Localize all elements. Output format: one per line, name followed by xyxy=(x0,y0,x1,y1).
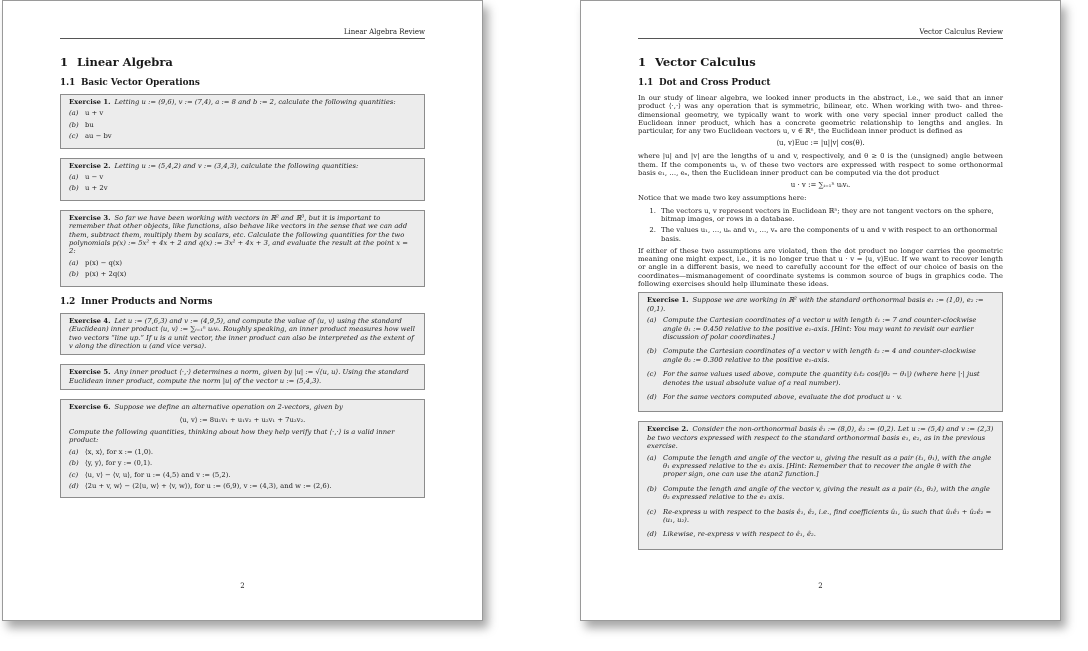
exercise-text-continued: Compute the following quantities, thinking about how they help verify that ⟨·,·⟩ is a valid inner product: xyxy=(69,427,395,445)
exercise-label: Exercise 2. xyxy=(69,161,111,170)
exercise-1-box xyxy=(638,292,1003,412)
exercise-item: (b) p(x) + 2q(x) xyxy=(69,270,127,279)
exercise-item: (a) u + v xyxy=(69,109,104,118)
list-item: 2. The values u₁, …, uₙ and v₁, …, vₙ are the components of u and v with respect to an orthonormal basis. xyxy=(649,226,998,243)
numbered-list xyxy=(638,207,1003,243)
header-rule xyxy=(60,38,425,39)
exercise-2-box xyxy=(60,158,425,201)
exercise-label: Exercise 1. xyxy=(69,98,111,106)
exercise-label: Exercise 2. xyxy=(647,425,689,434)
page-number: 2 xyxy=(818,582,823,590)
exercise-2-box xyxy=(638,421,1003,549)
exercise-item: (b) u + 2v xyxy=(69,184,108,193)
paragraph: In our study of linear algebra, we looked inner products in the abstract, i.e., we said that an inner product ⟨·,·⟩ was any operation that is symmetric, bilinear, etc. When working with two- and three-dimensional geometry, we typically want to work with one very special inner product called the Euclidean inner product, which has a concrete geometric relationship to lengths and angles. In particular, for any two Euclidean vectors u, v ∈ ℝⁿ, the Euclidean inner product is defined as xyxy=(638,94,1003,136)
exercise-item: (a) Compute the Cartesian coordinates of a vector u with length ℓ₁ := 7 and counter-clockwise angle θ₁ := 0.450 relative to the positive e₁-axis. [Hint: You may want to revisit our earlier discussion of polar coordinates.] xyxy=(647,316,977,341)
exercise-1-box xyxy=(60,94,425,149)
exercise-text: Letting u := (5,4,2) and v := (3,4,3), calculate the following quantities: xyxy=(114,161,359,170)
exercise-item: (b) Compute the length and angle of the vector v, giving the result as a pair (ℓ₂, θ₂), with the angle θ₂ expressed relative to the e₁ axis. xyxy=(647,484,990,502)
exercise-6-box xyxy=(60,399,425,498)
exercise-item: (c) For the same values used above, compute the quantity ℓ₁ℓ₂ cos(|θ₂ − θ₁|) (where here |·| just denotes the usual absolute value of a real number). xyxy=(647,370,980,387)
subsection-heading: 1.2 Inner Products and Norms xyxy=(60,296,213,307)
display-equation: ⟨u, v⟩ := 8u₁v₁ + u₁v₂ + u₂v₁ + 7u₂v₂. xyxy=(179,415,306,424)
exercise-item: (d) Likewise, re-express v with respect to ê₁, ê₂. xyxy=(647,530,816,539)
running-head: Linear Algebra Review xyxy=(343,28,425,36)
display-equation: ⟨u, v⟩Euc := |u||v| cos(θ). xyxy=(776,139,865,148)
exercise-text: Let u := (7,6,3) and v := (4,9,5), and compute the value of ⟨u, v⟩ using the standard (Euclidean) inner product ⟨u, v⟩ := ∑ᵢ₌₁ⁿ uᵢvᵢ. Roughly speaking, an inner product measures how well two vectors “line up.” If u is a unit vector, the inner product can also be interpreted as the extent of v along the direction u (and vice versa). xyxy=(69,316,415,350)
paragraph: If either of these two assumptions are violated, then the dot product no longer carries the geometric meaning one might expect, i.e., it is no longer true that u · v = ⟨u, v⟩Euc. If we want to recover length or angle in a different basis, we need to carefully account for the effect of our choice of basis on the coordinates—mismanagement of coordinate systems is common source of bugs in graphics code. The following exercises should help illuminate these ideas. xyxy=(638,246,1003,289)
display-equation: u · v := ∑ᵢ₌₁ⁿ uᵢvᵢ. xyxy=(790,181,851,190)
exercise-text: Suppose we are working in ℝ² with the standard orthonormal basis e₁ := (1,0), e₂ := (0,1). xyxy=(647,296,984,313)
exercise-item: (b) bu xyxy=(69,120,94,129)
exercise-item: (a) Compute the length and angle of the vector u, giving the result as a pair (ℓ₁, θ₁), with the angle θ₁ expressed relative to the e₁ axis. [Hint: Remember that to recover the angle θ with the proper sign, one can use the atan2 function.] xyxy=(647,453,992,479)
exercise-item: (a) u − v xyxy=(69,173,104,182)
exercise-3-box xyxy=(60,210,425,287)
exercise-label: Exercise 4. xyxy=(69,316,111,325)
exercise-item: (c) ⟨u, v⟩ − ⟨v, u⟩, for u := (4,5) and v := (5,2). xyxy=(69,470,231,479)
exercise-label: Exercise 3. xyxy=(69,213,111,222)
exercise-item: (c) au − bv xyxy=(69,132,112,141)
header-rule xyxy=(638,38,1003,39)
exercise-items xyxy=(647,316,994,401)
left-page xyxy=(2,0,483,621)
exercise-item: (d) ⟨2u + v, w⟩ − (2⟨u, w⟩ + ⟨v, w⟩), for u := (6,9), v := (4,3), and w := (2,6). xyxy=(69,481,332,490)
exercise-label: Exercise 5. xyxy=(69,368,111,377)
exercise-label: Exercise 6. xyxy=(69,403,111,412)
exercise-text: Suppose we define an alternative operation on 2-vectors, given by xyxy=(114,403,343,412)
exercise-item: (c) Re-express u with respect to the basis ê₁, ê₂, i.e., find coefficients û₁, û₂ such that û₁ê₁ + û₂ê₂ = (u₁, u₂). xyxy=(647,507,992,525)
paragraph: where |u| and |v| are the lengths of u and v, respectively, and θ ≥ 0 is the (unsigned) angle between them. If the components uᵢ, vᵢ of these two vectors are expressed with respect to some orthonormal basis e₁, …, eₙ, then the Euclidean inner product can be computed via the dot product xyxy=(638,152,1003,178)
running-head: Vector Calculus Review xyxy=(919,28,1003,36)
subsection-heading: 1.1 Dot and Cross Product xyxy=(638,78,771,88)
exercise-item: (a) ⟨x, x⟩, for x := (1,0). xyxy=(69,447,154,456)
exercise-item: (d) For the same vectors computed above, evaluate the dot product u · v. xyxy=(647,393,902,401)
exercise-items xyxy=(647,454,994,539)
exercise-items xyxy=(69,173,416,193)
exercise-text: Consider the non-orthonormal basis ê₁ := (8,0), ê₂ := (0,2). Let u := (5,4) and v := (2,3) be two vectors expressed with respect to the standard orthonormal basis e₁, e₂, as in the previous exercise. xyxy=(647,425,994,451)
exercise-text: Any inner product ⟨·,·⟩ determines a norm, given by |u| := √⟨u, u⟩. Using the standard Euclidean inner product, compute the norm |u| of the vector u := (5,4,3). xyxy=(69,368,409,385)
exercise-item: (b) Compute the Cartesian coordinates of a vector v with length ℓ₂ := 4 and counter-clockwise angle θ₂ := 0.300 relative to the positive e₁-axis. xyxy=(647,347,976,364)
paragraph: Notice that we made two key assumptions here: xyxy=(638,194,807,203)
left-page-content xyxy=(60,53,425,507)
right-page-content xyxy=(638,53,1003,559)
list-item: 1. The vectors u, v represent vectors in Euclidean ℝⁿ; they are not tangent vectors on the sphere, bitmap images, or rows in a database. xyxy=(649,206,994,223)
exercise-items xyxy=(69,109,416,140)
exercise-label: Exercise 1. xyxy=(647,296,689,305)
exercise-item: (b) ⟨y, y⟩, for y := (0,1). xyxy=(69,459,153,468)
page-number: 2 xyxy=(240,582,245,590)
section-heading: 1 Vector Calculus xyxy=(638,55,756,69)
subsection-heading: 1.1 Basic Vector Operations xyxy=(60,78,200,88)
section-heading: 1 Linear Algebra xyxy=(60,55,173,69)
exercise-items xyxy=(69,259,416,279)
exercise-text: Letting u := (9,6), v := (7,4), a := 8 and b := 2, calculate the following quantities: xyxy=(114,98,396,106)
exercise-items xyxy=(69,448,416,491)
exercise-5-box xyxy=(60,364,425,390)
exercise-4-box xyxy=(60,313,425,356)
exercise-item: (a) p(x) − q(x) xyxy=(69,258,122,267)
exercise-text: So far we have been working with vectors in ℝ² and ℝ³, but it is important to remember that other objects, like functions, also behave like vectors in the sense that we can add them, subtract them, multiply them by scalars, etc. Calculate the following quantities for the two polynomials p(x) := 5x² + 4x + 2 and q(x) := 3x² + 4x + 3, and evaluate the result at the point x = 2: xyxy=(69,213,408,256)
right-page xyxy=(580,0,1061,621)
